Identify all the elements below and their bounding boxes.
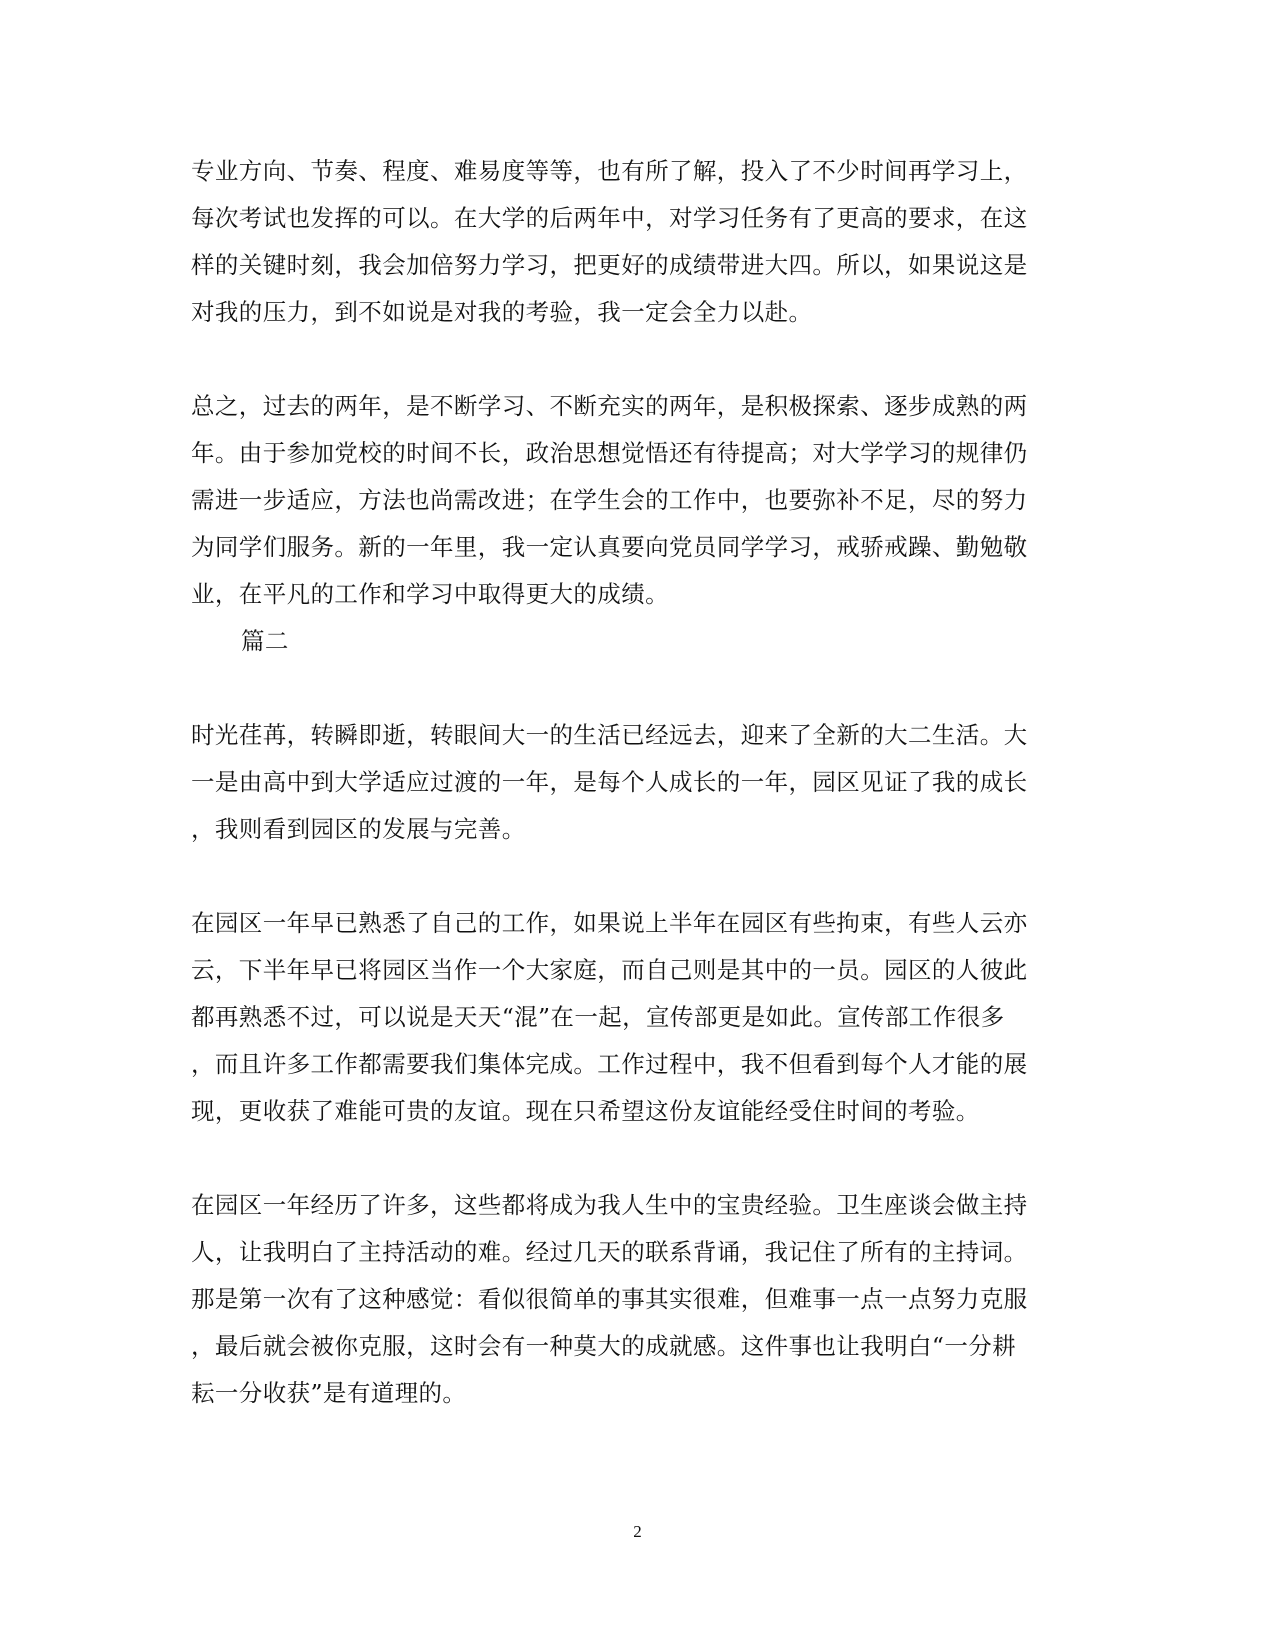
paragraph-2-line-4: 为同学们服务。新的一年里，我一定认真要向党员同学学习，戒骄戒躁、勤勉敬 <box>191 533 1028 561</box>
paragraph-2-line-5: 业，在平凡的工作和学习中取得更大的成绩。 <box>191 580 669 608</box>
paragraph-5-line-1: 在园区一年经历了许多，这些都将成为我人生中的宝贵经验。卫生座谈会做主持 <box>191 1191 1028 1219</box>
paragraph-4-line-3: 都再熟悉不过，可以说是天天“混”在一起，宣传部更是如此。宣传部工作很多 <box>191 1003 1005 1031</box>
section-heading: 篇二 <box>241 627 289 655</box>
paragraph-3-line-3: ，我则看到园区的发展与完善。 <box>191 815 526 843</box>
paragraph-4-line-4: ，而且许多工作都需要我们集体完成。工作过程中，我不但看到每个人才能的展 <box>191 1050 1028 1078</box>
paragraph-3-line-1: 时光荏苒，转瞬即逝，转眼间大一的生活已经远去，迎来了全新的大二生活。大 <box>191 721 1028 749</box>
paragraph-4-line-5: 现，更收获了难能可贵的友谊。现在只希望这份友谊能经受住时间的考验。 <box>191 1097 980 1125</box>
paragraph-2-line-3: 需进一步适应，方法也尚需改进；在学生会的工作中，也要弥补不足，尽的努力 <box>191 486 1028 514</box>
paragraph-2-line-1: 总之，过去的两年，是不断学习、不断充实的两年，是积极探索、逐步成熟的两 <box>191 392 1028 420</box>
paragraph-4-line-2: 云，下半年早已将园区当作一个大家庭，而自己则是其中的一员。园区的人彼此 <box>191 956 1028 984</box>
paragraph-5-line-3: 那是第一次有了这种感觉：看似很简单的事其实很难，但难事一点一点努力克服 <box>191 1285 1028 1313</box>
paragraph-5-line-5: 耘一分收获”是有道理的。 <box>191 1379 467 1407</box>
paragraph-1-line-4: 对我的压力，到不如说是对我的考验，我一定会全力以赴。 <box>191 298 813 326</box>
paragraph-3-line-2: 一是由高中到大学适应过渡的一年，是每个人成长的一年，园区见证了我的成长 <box>191 768 1028 796</box>
page-number: 2 <box>633 1522 642 1541</box>
paragraph-5-line-2: 人，让我明白了主持活动的难。经过几天的联系背诵，我记住了所有的主持词。 <box>191 1238 1028 1266</box>
paragraph-4-line-1: 在园区一年早已熟悉了自己的工作，如果说上半年在园区有些拘束，有些人云亦 <box>191 909 1028 937</box>
paragraph-2-line-2: 年。由于参加党校的时间不长，政治思想觉悟还有待提高；对大学学习的规律仍 <box>191 439 1028 467</box>
paragraph-1-line-2: 每次考试也发挥的可以。在大学的后两年中，对学习任务有了更高的要求，在这 <box>191 204 1028 232</box>
paragraph-5-line-4: ，最后就会被你克服，这时会有一种莫大的成就感。这件事也让我明白“一分耕 <box>191 1332 1017 1360</box>
paragraph-1-line-3: 样的关键时刻，我会加倍努力学习，把更好的成绩带进大四。所以，如果说这是 <box>191 251 1028 279</box>
paragraph-1-line-1: 专业方向、节奏、程度、难易度等等，也有所了解，投入了不少时间再学习上， <box>191 157 1028 185</box>
